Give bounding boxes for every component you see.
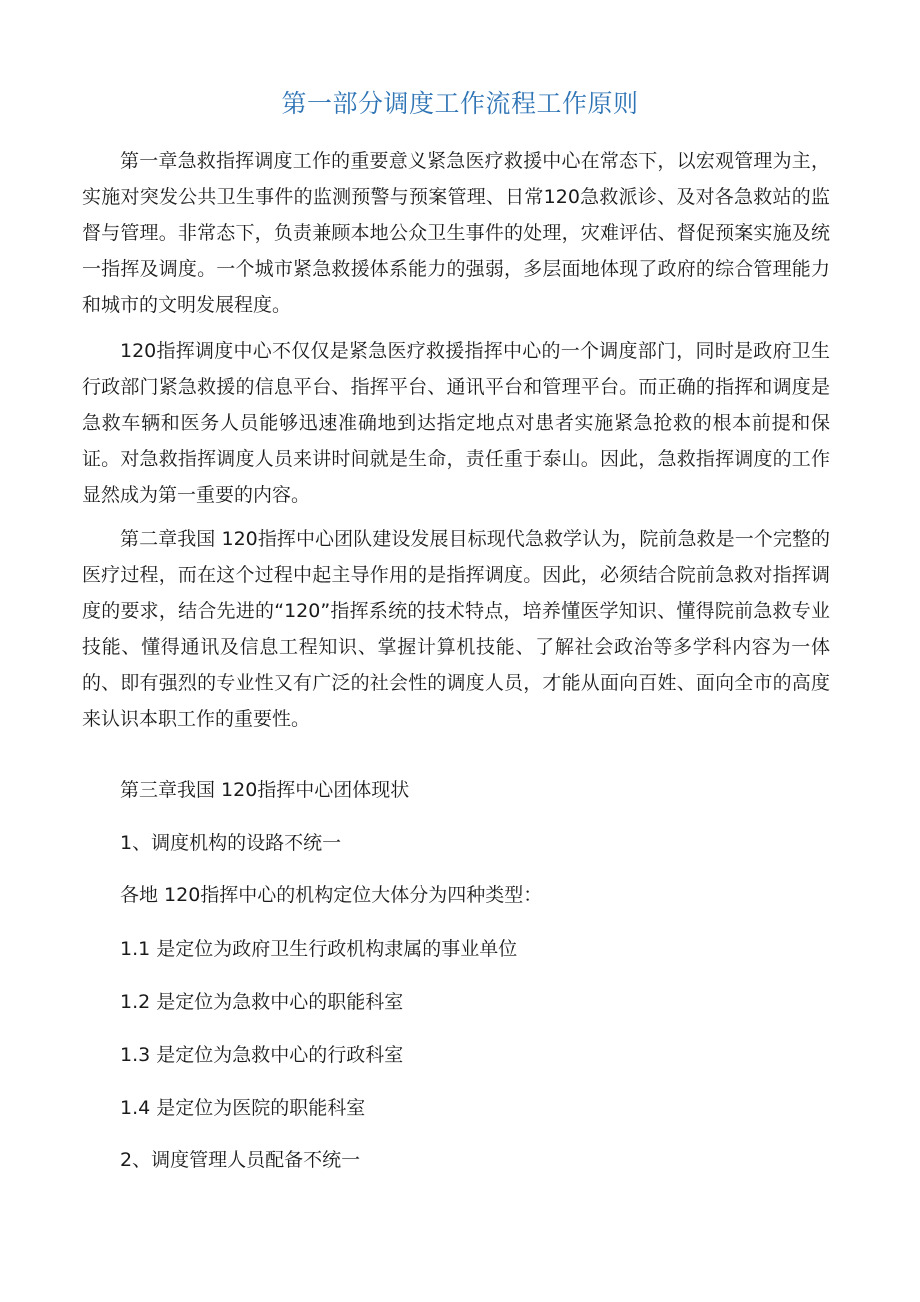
document-title: 第一部分调度工作流程工作原则 bbox=[281, 89, 639, 118]
list-item: 2、调度管理人员配备不统一 bbox=[120, 1149, 361, 1171]
list-item: 1.3 是定位为急救中心的行政科室 bbox=[120, 1044, 404, 1066]
heading-chapter-3: 第三章我国 120指挥中心团体现状 bbox=[120, 779, 410, 801]
paragraph-120-center: 120指挥调度中心不仅仅是紧急医疗救援指挥中心的一个调度部门，同时是政府卫生行政部门紧急救援的信息平台、指挥平台、通讯平台和管理平台。而正确的指挥和调度是急救车辆和医务人员能够迅速准确地到达指定地点对患者实施紧急抢救的根本前提和保证。对急救指挥调度人员来讲时间就是生命，责任重于泰山。因此，急救指挥调度的工作显然成为第一重要的内容。 bbox=[82, 340, 830, 506]
paragraph-chapter-2: 第二章我国 120指挥中心团队建设发展目标现代急救学认为，院前急救是一个完整的医疗过程，而在这个过程中起主导作用的是指挥调度。因此，必须结合院前急救对指挥调度的要求，结合先进的“120”指挥系统的技术特点，培养懂医学知识、懂得院前急救专业技能、懂得通讯及信息工程知识、掌握计算机技能、了解社会政治等多学科内容为一体的、即有强烈的专业性又有广泛的社会性的调度人员，才能从面向百姓、面向全市的高度来认识本职工作的重要性。 bbox=[82, 528, 830, 730]
list-item: 1、调度机构的设路不统一 bbox=[120, 832, 342, 854]
list-item: 1.2 是定位为急救中心的职能科室 bbox=[120, 991, 404, 1013]
paragraph-chapter-1: 第一章急救指挥调度工作的重要意义紧急医疗救援中心在常态下，以宏观管理为主，实施对突发公共卫生事件的监测预警与预案管理、日常120急救派诊、及对各急救站的监督与管理。非常态下，负责兼顾本地公众卫生事件的处理，灾难评估、督促预案实施及统一指挥及调度。一个城市紧急救援体系能力的强弱，多层面地体现了政府的综合管理能力和城市的文明发展程度。 bbox=[82, 150, 830, 316]
list-item: 各地 120指挥中心的机构定位大体分为四种类型： bbox=[120, 884, 543, 906]
list-item: 1.4 是定位为医院的职能科室 bbox=[120, 1097, 366, 1119]
list-item: 1.1 是定位为政府卫生行政机构隶属的事业单位 bbox=[120, 938, 518, 960]
